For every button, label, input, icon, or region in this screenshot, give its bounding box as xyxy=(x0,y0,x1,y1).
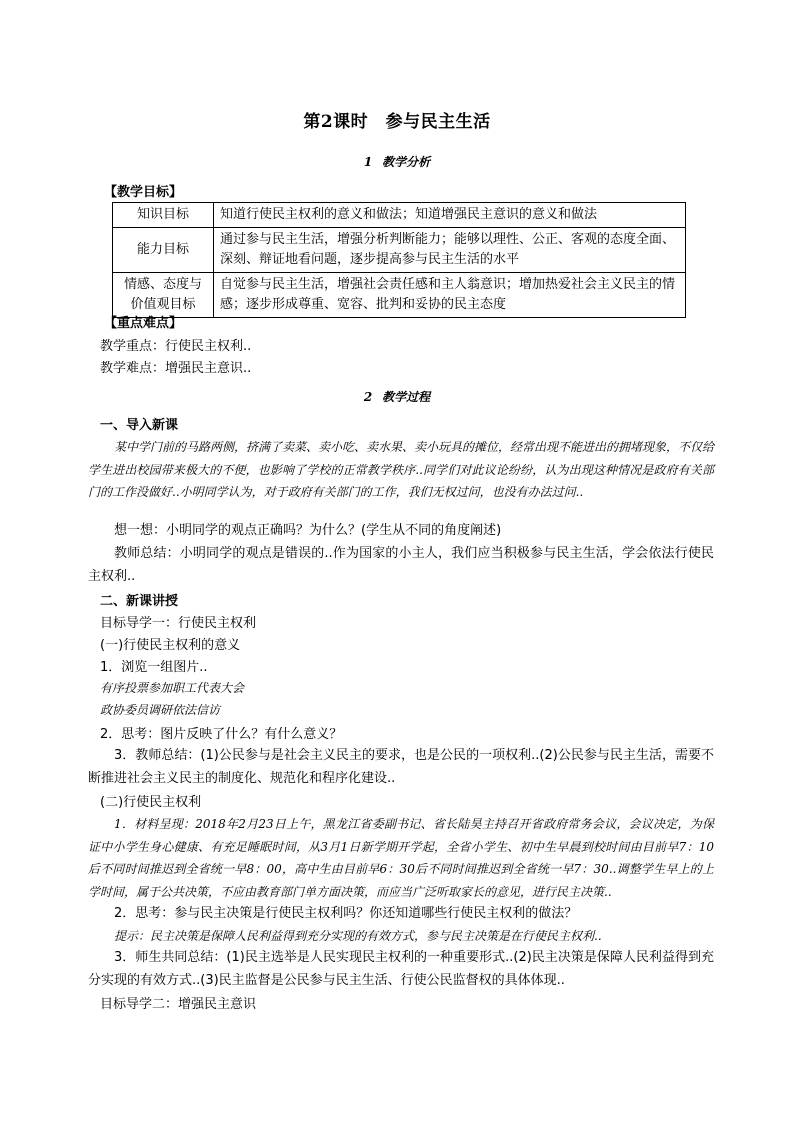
item-browse: 1．浏览一组图片.. xyxy=(100,660,208,675)
joint-summary: 3．师生共同总结：(1)民主选举是人民实现民主权利的一种重要形式..(2)民主决策是保障人民利益得到充分实现的有效方式..(3)民主监督是公民参与民主生活、行使公民监督权的具体体现.. xyxy=(88,950,714,988)
section-label: 教学分析 xyxy=(382,155,431,169)
item-teacher-summary: 3．教师总结：(1)公民参与是社会主义民主的要求，也是公民的一项权利..(2)公民参与民主生活，需要不断推进社会主义民主的制度化、规范化和程序化建设.. xyxy=(88,748,714,786)
goal-key: 情感、态度与价值观目标 xyxy=(113,273,214,318)
heading-new-lesson: 二、新课讲授 xyxy=(100,594,179,609)
guide-one: 目标导学一：行使民主权利 xyxy=(100,616,257,631)
picture-caption-1: 有序投票参加职工代表大会 xyxy=(100,681,245,695)
material-paragraph: 1．材料呈现：2018年2月23日上午，黑龙江省委副书记、省长陆昊主持召开省政府常务会议，会议决定，为保证中小学生身心健康、有充足睡眠时间，从3月1日新学期开学起，全省小学生、初中生早晨到校时间由目前早7：10后不同时间推迟到全省统一早8：00，高中生由目前早6：30后不同时间推迟到全省统一早7：30..调整学生早上的上学时间，属于公共决策，不应由教育部门单方面决策，而应当广泛听取家长的意见，进行民主决策.. xyxy=(88,817,714,899)
teacher-summary: 教师总结：小明同学的观点是错误的..作为国家的小主人，我们应当积极参与民主生活，学会依法行使民主权利.. xyxy=(88,546,714,584)
section-label: 教学过程 xyxy=(382,390,431,404)
hint-text: 提示：民主决策是保障人民利益得到充分实现的有效方式，参与民主决策是在行使民主权利.. xyxy=(114,929,602,943)
picture-caption-2: 政协委员调研依法信访 xyxy=(100,703,221,717)
section-title-process xyxy=(0,388,794,405)
section-title-analysis xyxy=(0,153,794,170)
section-number: 2 xyxy=(363,390,373,404)
goal-key: 能力目标 xyxy=(113,228,214,273)
guide-two: 目标导学二：增强民主意识 xyxy=(100,997,257,1012)
table-row xyxy=(113,273,686,318)
goals-header: 【教学目标】 xyxy=(104,185,183,200)
table-row xyxy=(113,228,686,273)
key-points-header: 【重点难点】 xyxy=(104,316,183,331)
page-title: 第2课时 参与民主生活 xyxy=(303,112,491,132)
goal-value: 通过参与民主生活，增强分析判断能力；能够以理性、公正、客观的态度全面、深刻、辩证地看问题，逐步提高参与民主生活的水平 xyxy=(214,228,686,273)
heading-intro: 一、导入新课 xyxy=(100,418,179,433)
subheading-exercise: (二)行使民主权利 xyxy=(100,795,202,810)
teaching-focus: 教学重点：行使民主权利.. xyxy=(100,339,252,354)
section-number: 1 xyxy=(363,155,373,169)
intro-paragraph: 某中学门前的马路两侧，挤满了卖菜、卖小吃、卖水果、卖小玩具的摊位，经常出现不能进出的拥堵现象，不仅给学生进出校园带来极大的不便，也影响了学校的正常教学秩序..同学们对此议论纷纷，认为出现这种情况是政府有关部门的工作没做好..小明同学认为，对于政府有关部门的工作，我们无权过问，也没有办法过问.. xyxy=(88,440,715,500)
think-question-2: 2．思考：参与民主决策是行使民主权利吗？你还知道哪些行使民主权利的做法？ xyxy=(114,906,578,921)
subheading-meaning: (一)行使民主权利的意义 xyxy=(100,638,241,653)
goals-table xyxy=(112,202,686,318)
think-question: 想一想：小明同学的观点正确吗？为什么？(学生从不同的角度阐述) xyxy=(114,523,502,538)
teaching-difficulty: 教学难点：增强民主意识.. xyxy=(100,361,252,376)
goal-value: 知道行使民主权利的意义和做法；知道增强民主意识的意义和做法 xyxy=(214,203,686,228)
goal-key: 知识目标 xyxy=(113,203,214,228)
item-think: 2．思考：图片反映了什么？有什么意义？ xyxy=(100,727,343,742)
table-row xyxy=(113,203,686,228)
goal-value: 自觉参与民主生活，增强社会责任感和主人翁意识；增加热爱社会主义民主的情感；逐步形成尊重、宽容、批判和妥协的民主态度 xyxy=(214,273,686,318)
